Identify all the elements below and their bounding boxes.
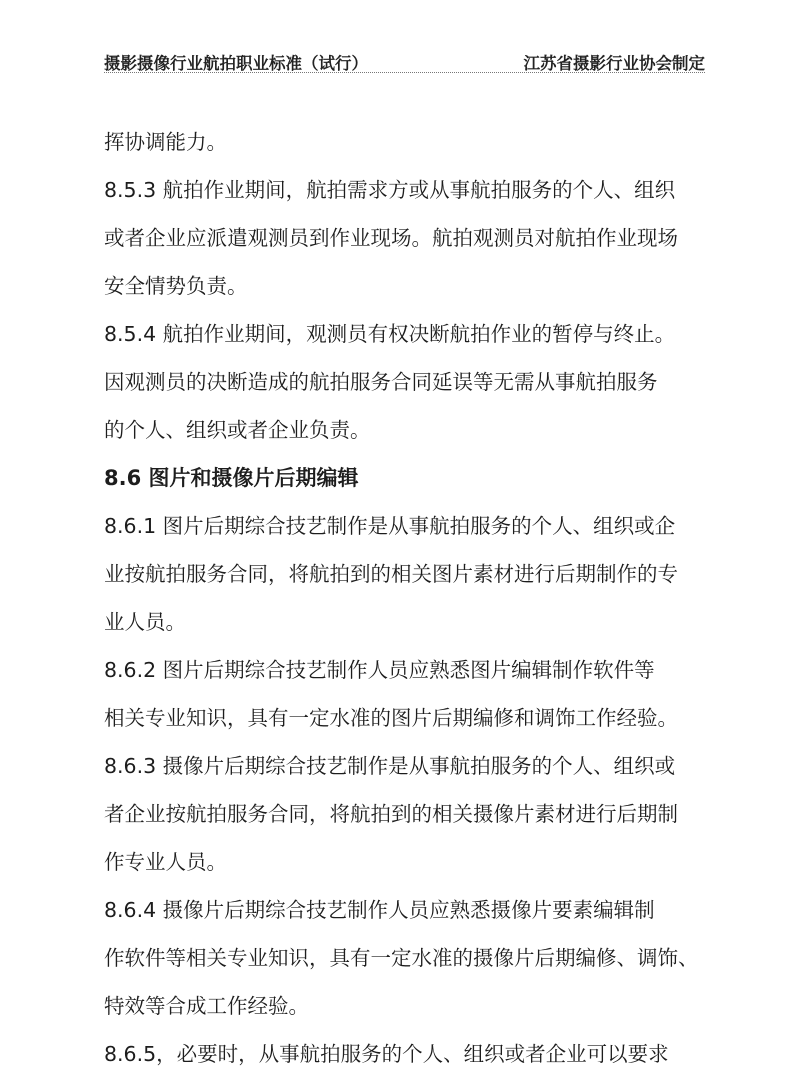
document-body <box>104 118 714 1078</box>
text-line: 相关专业知识，具有一定水准的图片后期编修和调饰工作经验。 <box>104 706 678 730</box>
text-line: 安全情势负责。 <box>104 274 248 298</box>
clause-8-6-3: 8.6.3 摄像片后期综合技艺制作是从事航拍服务的个人、组织或 <box>104 754 676 778</box>
text-line: 挥协调能力。 <box>104 130 227 154</box>
clause-8-6-1: 8.6.1 图片后期综合技艺制作是从事航拍服务的个人、组织或企 <box>104 514 676 538</box>
text-line: 特效等合成工作经验。 <box>104 994 309 1018</box>
text-line: 者企业按航拍服务合同，将航拍到的相关摄像片素材进行后期制 <box>104 802 678 826</box>
clause-8-5-4: 8.5.4 航拍作业期间，观测员有权决断航拍作业的暂停与终止。 <box>104 322 676 346</box>
header-standard-title: 摄影摄像行业航拍职业标准（试行） <box>104 54 368 73</box>
text-line: 或者企业应派遣观测员到作业现场。航拍观测员对航拍作业现场 <box>104 226 678 250</box>
text-line: 业按航拍服务合同，将航拍到的相关图片素材进行后期制作的专 <box>104 562 678 586</box>
text-line: 的个人、组织或者企业负责。 <box>104 418 371 442</box>
header-divider <box>104 72 705 73</box>
header-issuer: 江苏省摄影行业协会制定 <box>523 54 705 73</box>
clause-8-6-5: 8.6.5，必要时，从事航拍服务的个人、组织或者企业可以要求 <box>104 1042 669 1066</box>
text-line: 作软件等相关专业知识，具有一定水准的摄像片后期编修、调饰、 <box>104 946 699 970</box>
clause-8-6-2: 8.6.2 图片后期综合技艺制作人员应熟悉图片编辑制作软件等 <box>104 658 655 682</box>
section-heading-8-6: 8.6 图片和摄像片后期编辑 <box>104 466 359 490</box>
text-line: 业人员。 <box>104 610 186 634</box>
clause-8-6-4: 8.6.4 摄像片后期综合技艺制作人员应熟悉摄像片要素编辑制 <box>104 898 655 922</box>
text-line: 因观测员的决断造成的航拍服务合同延误等无需从事航拍服务 <box>104 370 658 394</box>
clause-8-5-3: 8.5.3 航拍作业期间，航拍需求方或从事航拍服务的个人、组织 <box>104 178 676 202</box>
text-line: 作专业人员。 <box>104 850 227 874</box>
